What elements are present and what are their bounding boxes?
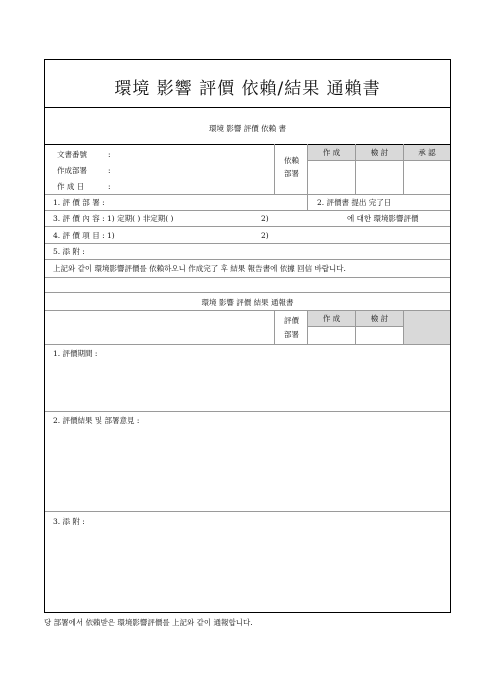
divider: [274, 144, 275, 194]
divider: [45, 259, 450, 260]
request-note: 上記와 같이 環境影響評價를 依賴하오니 作成完了 후 結果 報告書에 依據 回信 바랍니다.: [53, 264, 346, 273]
result-dept-label: 評價: [284, 316, 299, 325]
result-dept-label: 部署: [284, 330, 299, 339]
item-eval-content: 3. 評 價 內 容 : 1) 定期( ) 非定期( ): [53, 214, 174, 223]
item-eval-content-2: 2): [261, 214, 269, 223]
request-dept-label: 部署: [284, 169, 299, 178]
request-dept-label: 依賴: [284, 156, 299, 165]
approval-header-approve: 承 認: [404, 145, 450, 160]
approval-header-review: 檢 討: [356, 145, 403, 160]
divider: [45, 210, 450, 211]
section-eval-period: 1. 評價期間 :: [53, 349, 98, 358]
divider: [45, 194, 450, 195]
item-eval-dept: 1. 評 價 部 署 :: [53, 198, 105, 207]
item-eval-items-2: 2): [261, 231, 269, 240]
item-eval-content-suffix: 에 대한 環境影響評價: [347, 214, 419, 223]
form-frame: [44, 59, 451, 613]
colon: :: [108, 166, 111, 175]
divider: [355, 144, 356, 194]
divider: [45, 107, 450, 108]
divider: [403, 144, 404, 194]
item-eval-items: 4. 評 價 項 目 : 1): [53, 231, 115, 240]
request-heading: 環境 影響 評價 依賴 書: [208, 124, 287, 133]
doc-number-label: 文書番號: [57, 150, 87, 159]
section-eval-result: 2. 評價結果 및 部署意見 :: [53, 416, 140, 425]
result-header-review: 檢 討: [356, 311, 403, 326]
result-header-blank: [404, 311, 450, 344]
item-attachment: 5. 添 附 :: [53, 247, 85, 256]
divider: [307, 194, 308, 210]
divider: [355, 310, 356, 344]
section-attachment: 3. 添 附 :: [53, 517, 85, 526]
divider: [45, 411, 450, 412]
divider: [274, 310, 275, 344]
divider: [45, 226, 450, 227]
dept-label: 作成部署: [57, 166, 87, 175]
divider: [45, 511, 450, 512]
date-label: 作 成 日: [57, 182, 85, 191]
approval-header-draft: 作 成: [308, 145, 355, 160]
colon: :: [108, 150, 111, 159]
divider: [45, 292, 450, 293]
footer-note: 당 部署에서 依賴받은 環境影響評價를 上記와 같이 通報합니다.: [44, 618, 253, 627]
colon: :: [108, 182, 111, 191]
item-submit-date: 2. 評價書 提出 完了日: [317, 198, 392, 207]
divider: [45, 243, 450, 244]
divider: [45, 277, 450, 278]
result-header-draft: 作 成: [308, 311, 355, 326]
form-title: 環境 影響 評價 依賴/結果 通賴書: [114, 79, 381, 99]
divider: [307, 160, 450, 161]
result-heading: 環境 影響 評價 結果 通報書: [201, 298, 294, 307]
divider: [403, 310, 404, 344]
divider: [45, 344, 450, 345]
